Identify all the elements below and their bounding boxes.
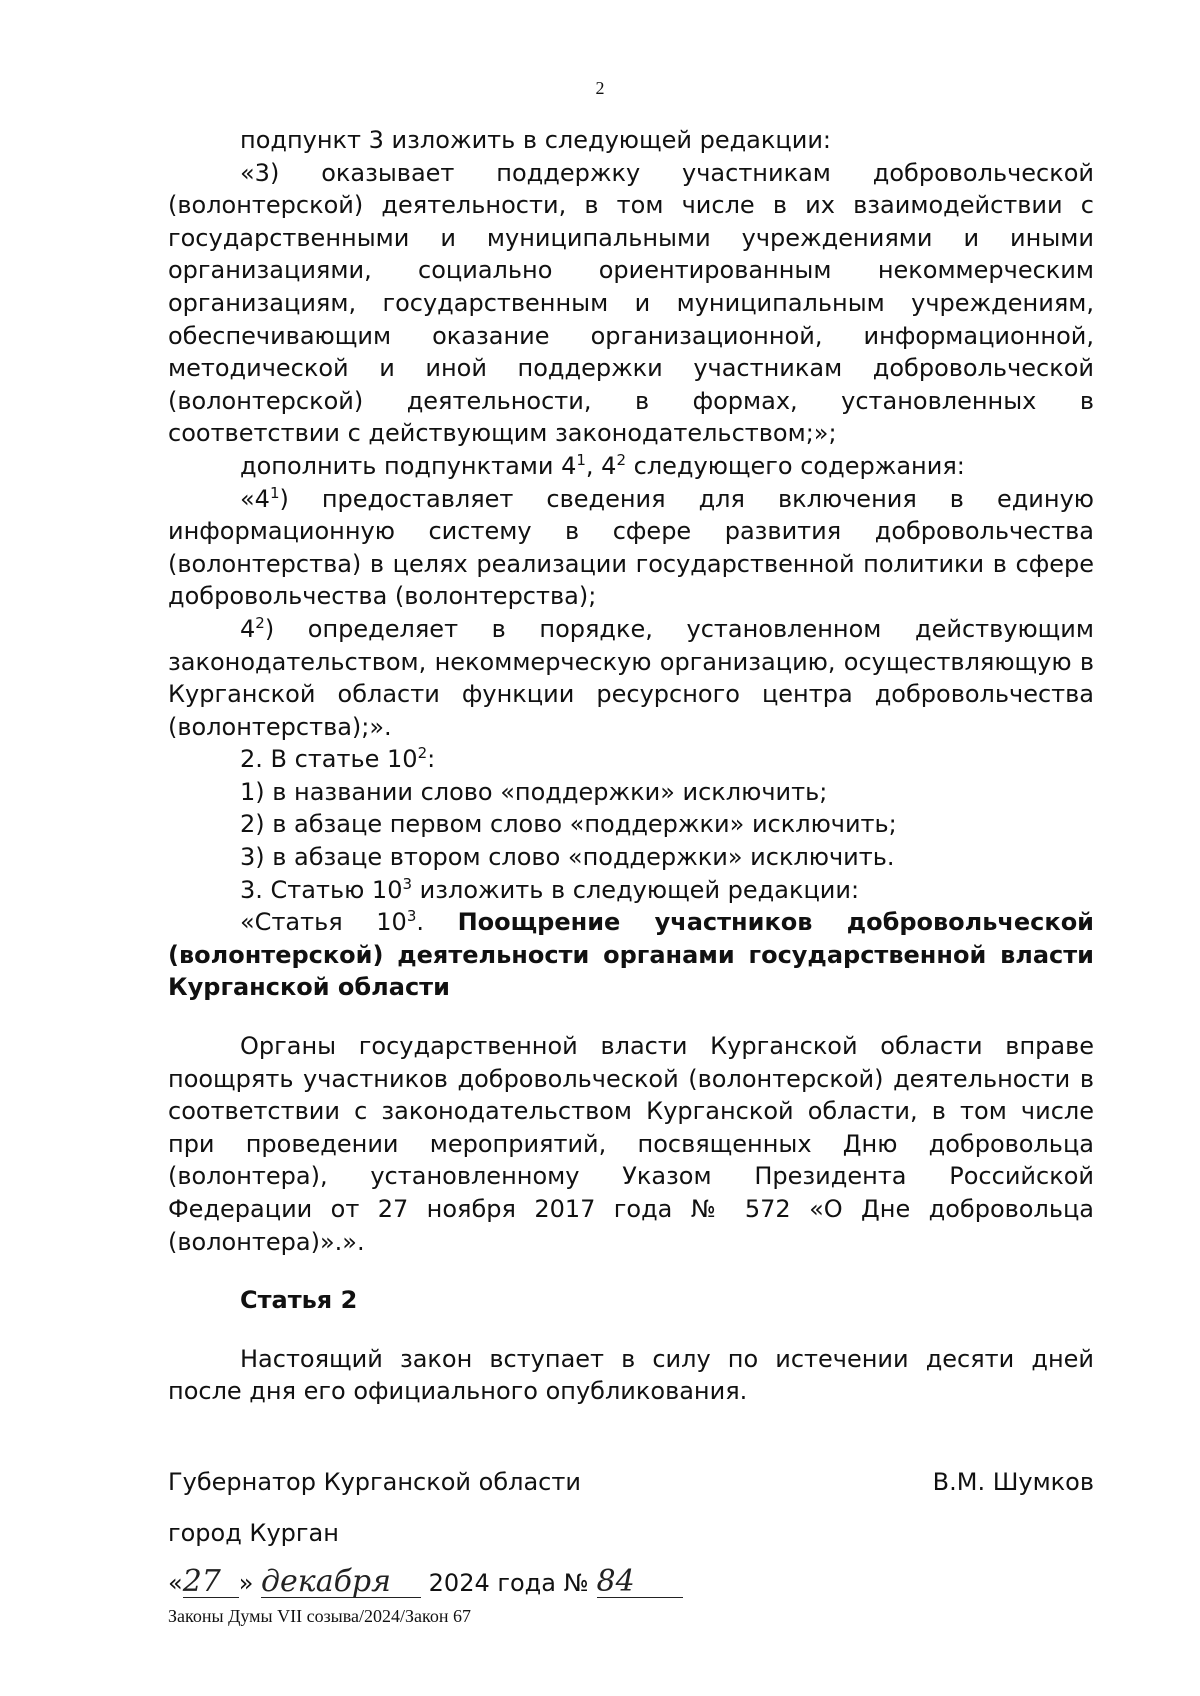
superscript: 3: [406, 907, 417, 926]
signatory-name: В.М. Шумков: [932, 1467, 1094, 1496]
paragraph: [168, 874, 1094, 907]
document-footer: Законы Думы VII созыва/2024/Закон 67: [168, 1606, 471, 1626]
superscript: 2: [417, 744, 428, 763]
superscript: 3: [402, 874, 413, 893]
text-fragment: :: [427, 745, 436, 774]
paragraph: [168, 483, 1094, 613]
text-fragment: следующего содержания:: [626, 451, 965, 480]
text-fragment: «Статья 10: [240, 908, 407, 937]
paragraph: «3) оказывает поддержку участникам добровольческой (волонтерской) деятельности, в том числе в их взаимодействии с государственными и муниципальными учреждениями и иными организациями, социально ориентированным некоммерческим организациям, государственным и муниципальным учреждениям, обеспечивающим оказание организационной, информационной, методической и иной поддержки участникам добровольческой (волонтерской) деятельности, в формах, установленных в соответствии с действующим законодательством;»;: [168, 158, 1094, 448]
signatory-position: Губернатор Курганской области: [168, 1467, 581, 1496]
text-fragment: 3. Статью 10: [240, 875, 403, 904]
superscript: 2: [255, 613, 265, 632]
text-fragment: изложить в следующей редакции:: [412, 875, 860, 904]
text-fragment: «4: [240, 484, 270, 513]
paragraph: [168, 613, 1094, 743]
list-item: 3) в абзаце втором слово «поддержки» исключить.: [240, 843, 895, 872]
handwritten-day: 27: [183, 1567, 239, 1598]
text-fragment: ) определяет в порядке, установленном действующим законодательством, некоммерческую организацию, осуществляющую в Курганской области функции ресурсного центра добровольчества (волонтерства);».: [168, 614, 1094, 741]
page-number: 2: [595, 78, 605, 98]
superscript: 1: [269, 483, 280, 502]
handwritten-month: декабря: [261, 1567, 421, 1598]
paragraph: [168, 450, 1094, 483]
year-text: 2024 года №: [428, 1569, 589, 1598]
paragraph: подпункт 3 изложить в следующей редакции:: [240, 126, 831, 154]
handwritten-number: 84: [597, 1567, 683, 1598]
open-quote: «: [168, 1569, 183, 1598]
paragraph: Органы государственной власти Курганской области вправе поощрять участников добровольческой (волонтерской) деятельности в соответствии с законодательством Курганской области, в том числе при проведении мероприятий, посвященных Дню добровольца (волонтера), установленному Указом Президента Российской Федерации от 27 ноября 2017 года № 572 «О Дне добровольца (волонтера)».».: [168, 1032, 1094, 1256]
signature-row: [168, 1466, 1094, 1499]
text-fragment: , 4: [585, 451, 617, 480]
document-body: [168, 124, 1094, 1600]
text-fragment: 2. В статье 10: [240, 745, 418, 774]
article-heading: Статья 2: [240, 1286, 358, 1315]
text-fragment: дополнить подпунктами 4: [240, 451, 577, 480]
list-item: 1) в названии слово «поддержки» исключить;: [240, 777, 828, 806]
superscript: 2: [616, 450, 626, 469]
text-fragment: 4: [240, 614, 256, 643]
date-line: [168, 1564, 1094, 1600]
superscript: 1: [576, 450, 586, 469]
close-quote: »: [238, 1569, 254, 1598]
text-fragment: .: [416, 908, 458, 937]
text-fragment: ) предоставляет сведения для включения в единую информационную систему в сфере развития добровольчества (волонтерства) в целях реализации государственной политики в сфере добровольчества (волонтерства);: [168, 484, 1094, 611]
paragraph: [168, 743, 1094, 776]
article-title: [168, 906, 1094, 1004]
list-item: 2) в абзаце первом слово «поддержки» исключить;: [240, 810, 897, 839]
city: город Курган: [168, 1518, 339, 1547]
paragraph: Настоящий закон вступает в силу по истечении десяти дней после дня его официального опубликования.: [168, 1344, 1094, 1406]
article-title-bold: Поощрение участников добровольческой (волонтерской) деятельности органами государственной власти Курганской области: [168, 908, 1094, 1002]
